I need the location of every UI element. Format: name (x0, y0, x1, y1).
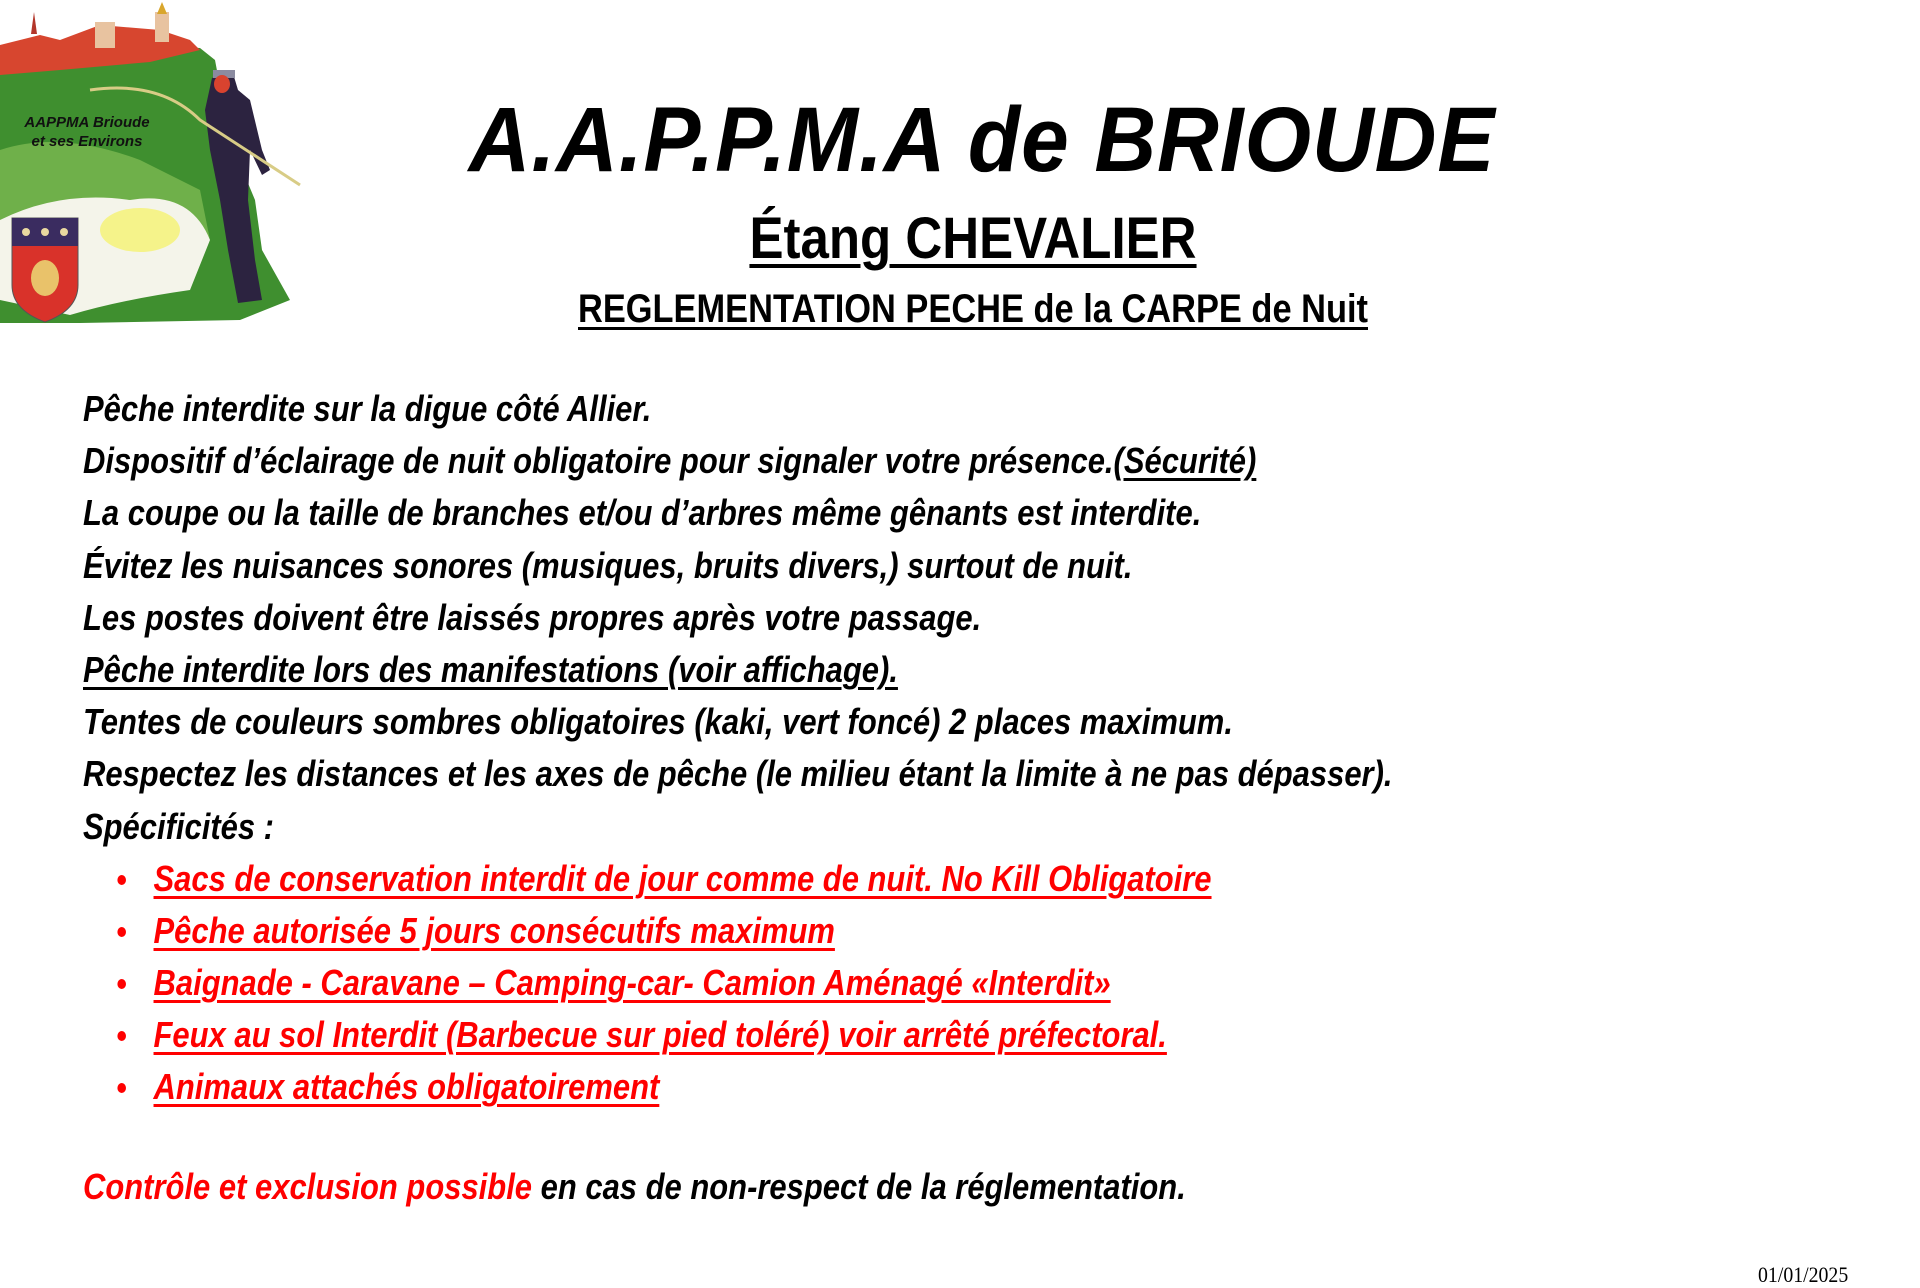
bullet-icon (117, 875, 126, 885)
rule-item: Respectez les distances et les axes de pêche (le milieu étant la limite à ne pas dépasser). (83, 753, 1393, 795)
specific-item: Sacs de conservation interdit de jour comme de nuit. No Kill Obligatoire (83, 853, 1657, 905)
rule-item: La coupe ou la taille de branches et/ou d’arbres même gênants est interdite. (83, 492, 1202, 534)
bullet-icon (117, 1083, 126, 1093)
bullet-icon (117, 927, 126, 937)
logo-text-line2: et ses Environs (31, 133, 143, 150)
specific-item: Pêche autorisée 5 jours consécutifs maximum (83, 905, 1657, 957)
security-note: (Sécurité) (1113, 440, 1257, 482)
specific-item: Baignade - Caravane – Camping-car- Camion Aménagé «Interdit» (83, 957, 1657, 1009)
specifics-heading: Spécificités : (83, 805, 275, 847)
bullet-icon (117, 979, 126, 989)
specific-item: Animaux attachés obligatoirement (83, 1061, 1657, 1113)
rule-item: Pêche interdite lors des manifestations (voir affichage). (83, 648, 898, 690)
specifics-list (83, 853, 1913, 1114)
warning-rest-text: en cas de non-respect de la réglementation. (532, 1166, 1186, 1207)
rule-item: Dispositif d’éclairage de nuit obligatoire pour signaler votre présence.(Sécurité) (83, 440, 1257, 482)
pond-name: Étang CHEVALIER (749, 206, 1197, 271)
rules-list (83, 383, 1913, 1114)
enforcement-warning (83, 1166, 1186, 1208)
regulation-heading: REGLEMENTATION PECHE de la CARPE de Nuit (578, 287, 1368, 331)
page-title: A.A.P.P.M.A de BRIOUDE (468, 89, 1496, 191)
rule-item: Pêche interdite sur la digue côté Allier. (83, 388, 652, 429)
bullet-icon (117, 1031, 126, 1041)
rule-item: Les postes doivent être laissés propres après votre passage. (83, 596, 982, 638)
rule-item: Évitez les nuisances sonores (musiques, bruits divers,) surtout de nuit. (83, 544, 1133, 586)
rule-item: Tentes de couleurs sombres obligatoires (kaki, vert foncé) 2 places maximum. (83, 701, 1233, 743)
warning-red-text: Contrôle et exclusion possible (83, 1166, 533, 1207)
document-date: 01/01/2025 (1757, 1262, 1848, 1287)
logo-text-line1: AAPPMA Brioude (24, 114, 150, 131)
specific-item: Feux au sol Interdit (Barbecue sur pied toléré) voir arrêté préfectoral. (83, 1009, 1657, 1061)
